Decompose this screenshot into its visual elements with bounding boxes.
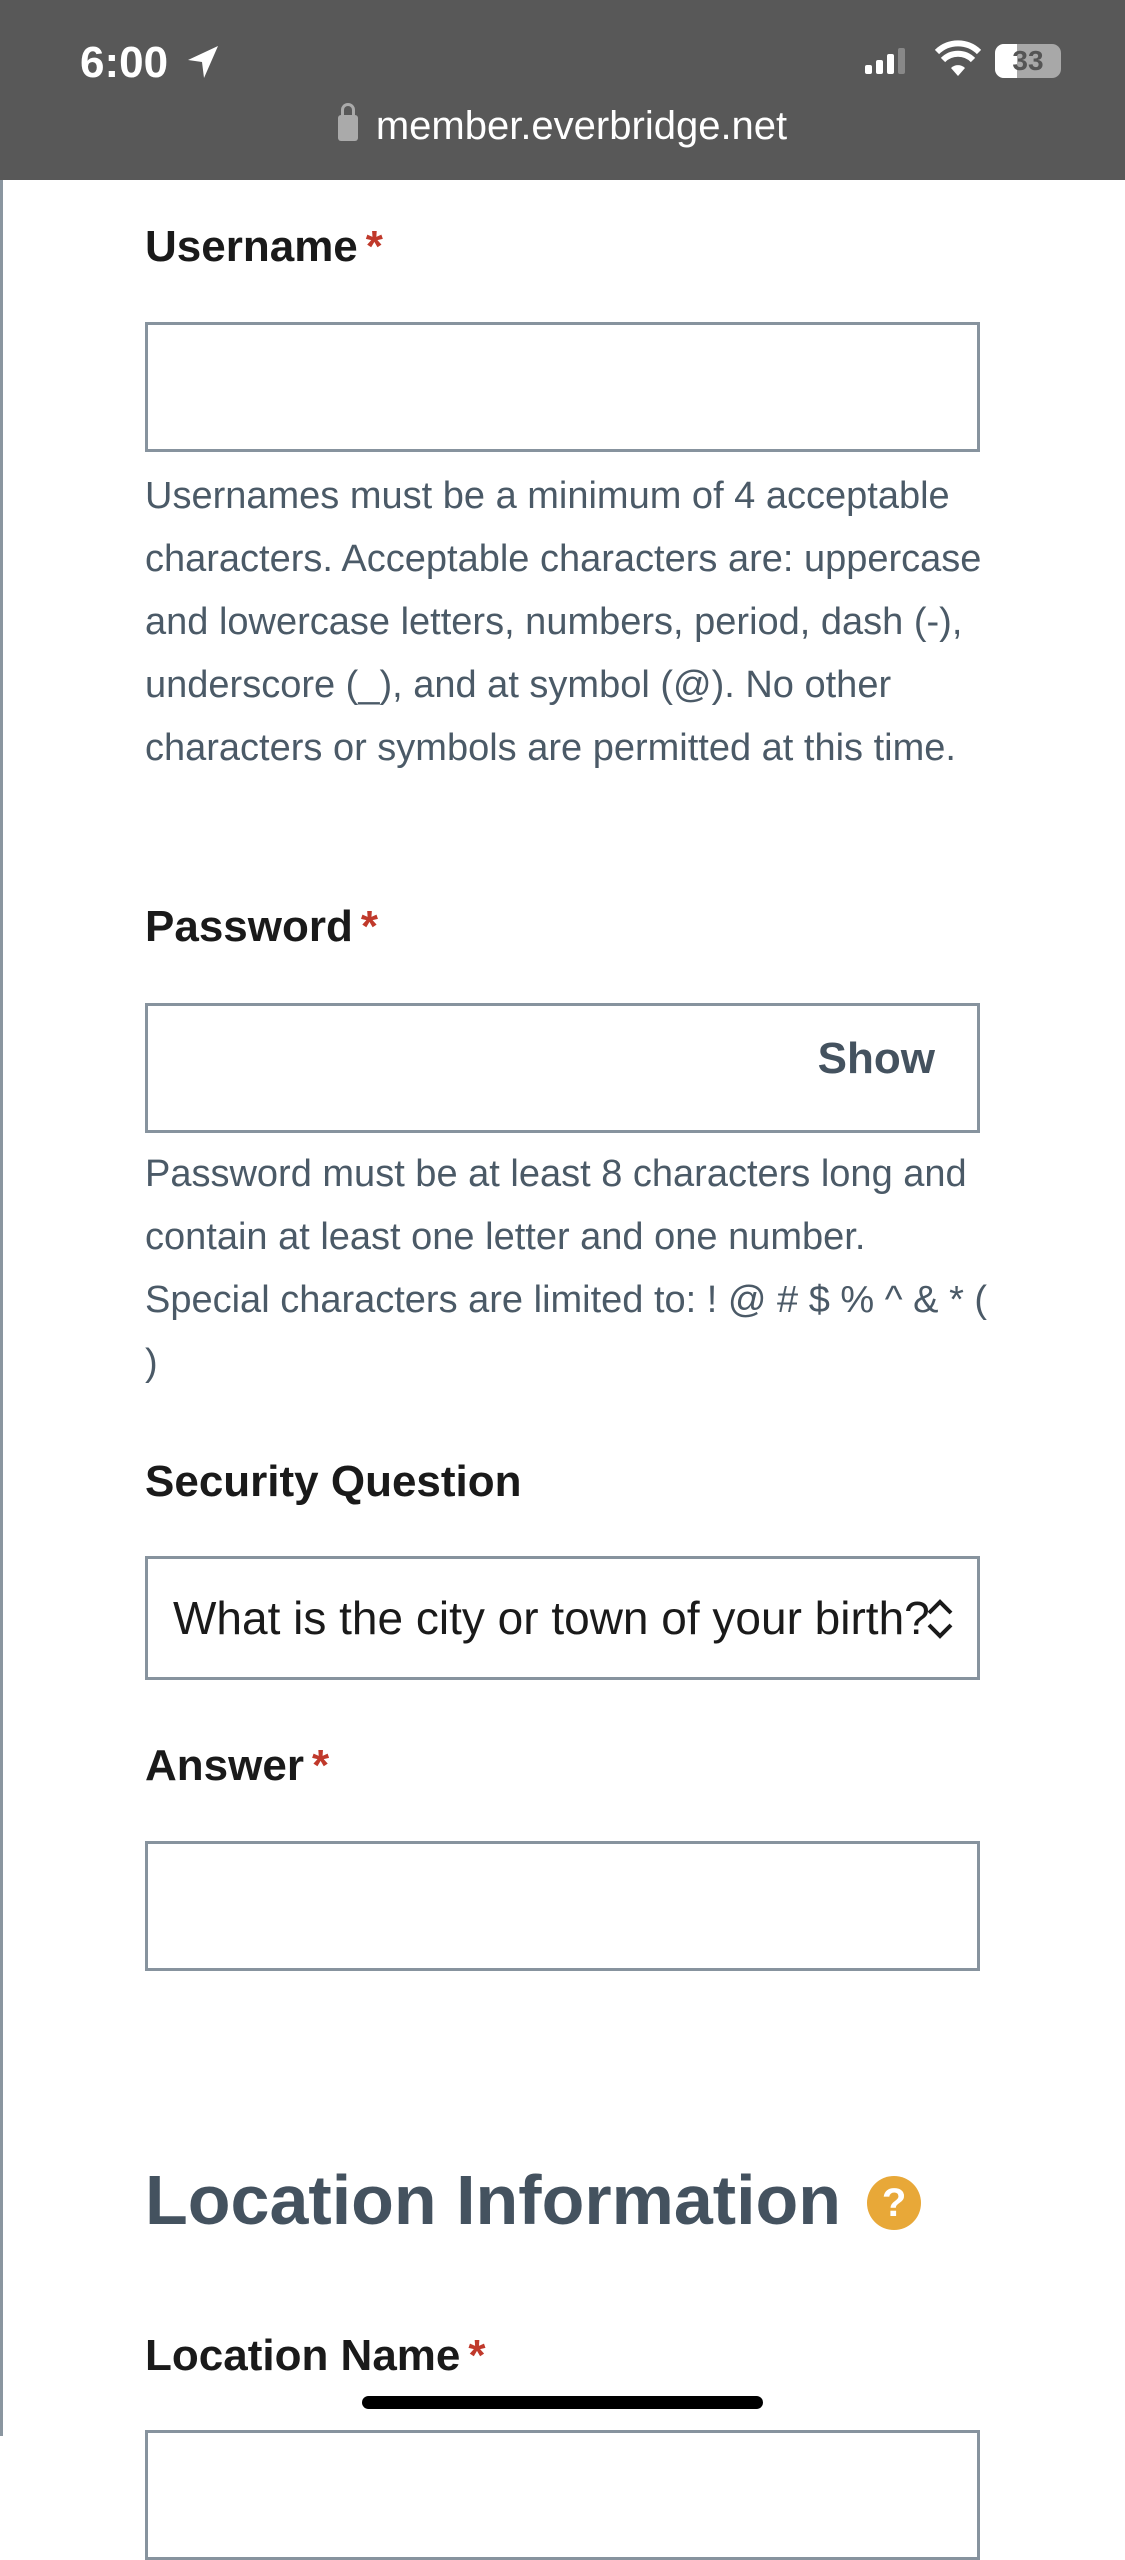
wifi-icon <box>935 40 981 78</box>
url-text: member.everbridge.net <box>375 104 788 148</box>
location-information-heading: Location Information ? <box>145 2160 921 2240</box>
address-bar[interactable] <box>0 104 1125 149</box>
page-border <box>0 180 3 2436</box>
username-help-text: Usernames must be a minimum of 4 acceptable characters. Acceptable characters are: uppercase and lowercase letters, numbers, period, dash (-), underscore (_), and at symbol (@). No other characters or symbols are permitted at this time. <box>145 475 982 769</box>
location-name-label: Location Name * <box>145 2331 486 2380</box>
home-indicator[interactable] <box>362 2396 763 2409</box>
selected-question: What is the city or town of your birth? <box>173 1592 930 1644</box>
password-input[interactable] <box>145 1003 980 1133</box>
password-help-text: Password must be at least 8 characters long and contain at least one letter and one number. Special characters are limited to: ! @ # $ % ^ & * ( ) <box>145 1153 988 1384</box>
help-icon[interactable]: ? <box>867 2176 921 2230</box>
password-label: Password * <box>145 902 378 951</box>
username-input[interactable] <box>145 322 980 452</box>
status-bar <box>0 0 1125 180</box>
username-label: Username * <box>145 222 383 271</box>
clock: 6:00 <box>80 38 169 87</box>
lock-icon <box>338 115 358 141</box>
battery-icon: 33 <box>995 44 1061 78</box>
security-question-select[interactable] <box>145 1556 980 1680</box>
location-arrow-icon <box>186 44 220 80</box>
security-question-label: Security Question <box>145 1457 522 1506</box>
location-name-input[interactable] <box>145 2430 980 2560</box>
answer-input[interactable] <box>145 1841 980 1971</box>
cellular-signal-icon <box>865 48 905 74</box>
answer-label: Answer * <box>145 1741 330 1790</box>
chevron-updown-icon <box>925 1597 955 1641</box>
show-password-button[interactable]: Show <box>817 1034 935 1083</box>
